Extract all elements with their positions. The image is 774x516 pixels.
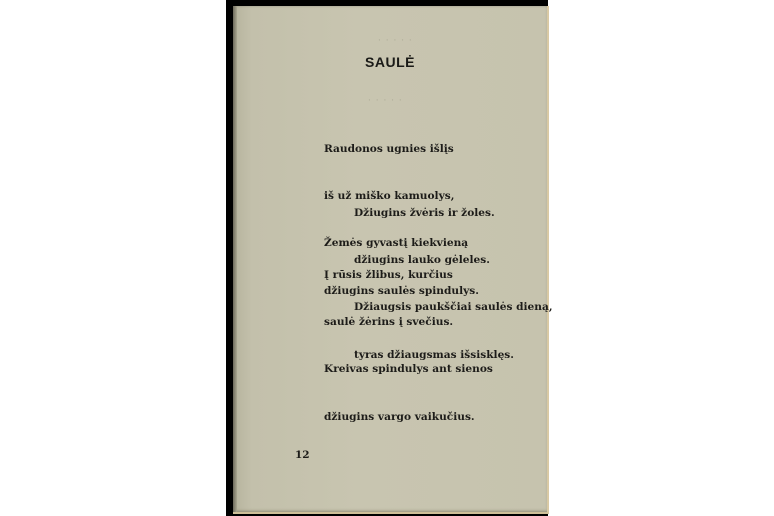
bleed-through-mark: · · · · · [368,96,403,106]
poem-line: Džiugins žvėris ir žoles. [354,206,495,219]
poem-line: džiugins vargo vaikučius. [324,410,475,423]
poem-line: iš už miško kamuolys, [324,189,455,202]
poem-line: džiugins saulės spindulys. [324,284,479,297]
poem-line: Žemės gyvastį kiekvieną [324,237,469,250]
poem-line: Raudonos ugnies išlįs [324,142,454,155]
bleed-through-mark: · · · · · [378,36,413,46]
poem-title: SAULĖ [365,54,415,70]
poem-line: Džiaugsis paukščiai saulės dieną, [354,301,553,314]
poem-line: Kreivas spindulys ant sienos [324,363,493,376]
poem-line: saulė žėrins į svečius. [324,315,454,328]
page-gutter-shadow [233,6,237,512]
poem-line: Į rūsis žlibus, kurčius [324,268,453,281]
poem-line: tyras džiaugsmas išsisklęs. [354,348,514,361]
stanza-3 [324,236,493,441]
page-number: 12 [295,449,310,461]
poem-line: džiugins lauko gėleles. [354,253,490,266]
